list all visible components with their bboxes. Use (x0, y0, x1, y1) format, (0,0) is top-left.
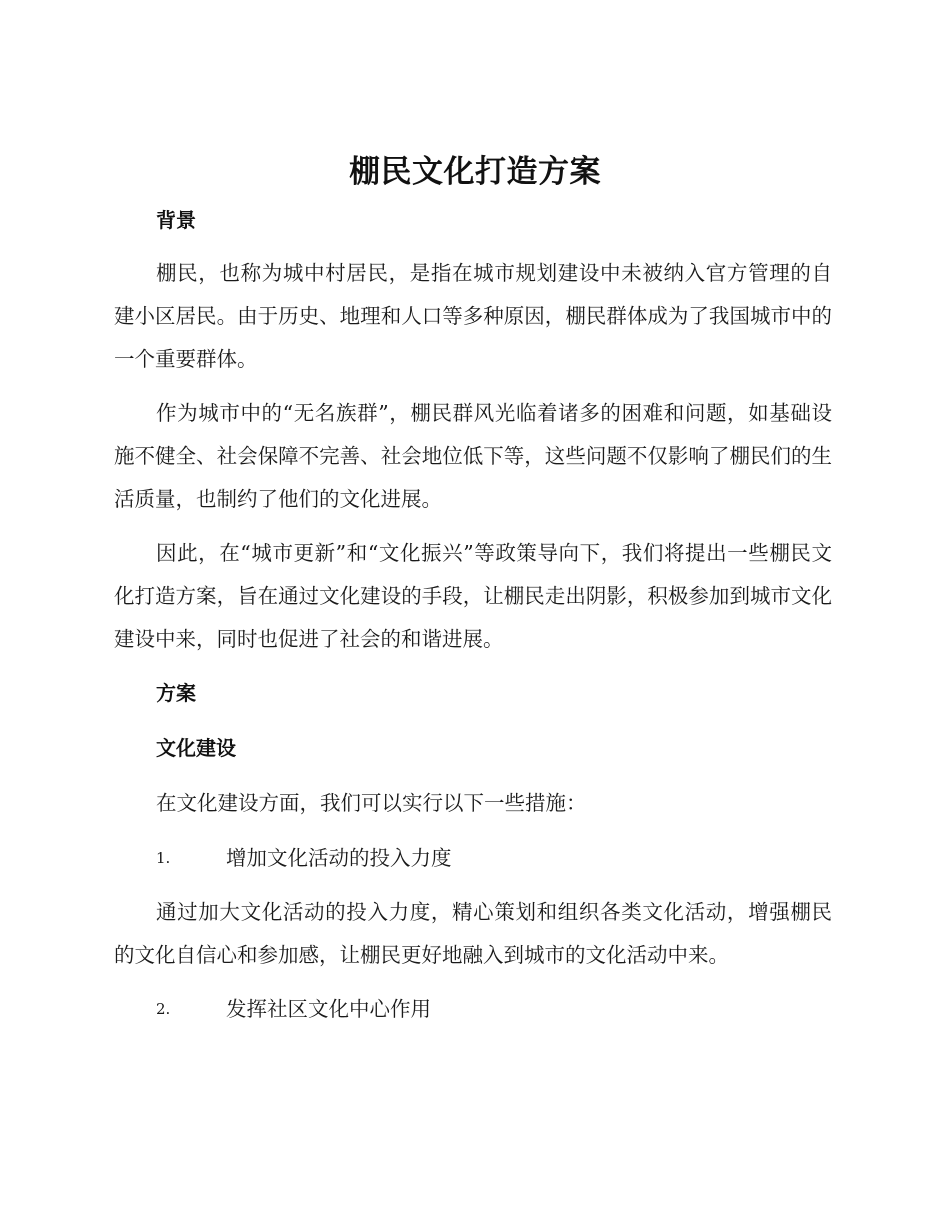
list-item-1 (156, 843, 452, 873)
paragraph-background-2: 作为城市中的“无名族群”，棚民群风光临着诸多的困难和问题，如基础设施不健全、社会保障不完善、社会地位低下等，这些问题不仅影响了棚民们的生活质量，也制约了他们的文化进展。 (114, 401, 832, 511)
heading-plan: 方案 (156, 681, 196, 705)
list-number: 2. (156, 1000, 171, 1018)
list-label: 发挥社区文化中心作用 (226, 997, 431, 1021)
heading-culture: 文化建设 (156, 736, 236, 760)
heading-background: 背景 (156, 208, 196, 232)
list-item-2 (156, 994, 431, 1024)
document-title: 棚民文化打造方案 (349, 154, 601, 190)
paragraph-background-1: 棚民，也称为城中村居民，是指在城市规划建设中未被纳入官方管理的自建小区居民。由于历史、地理和人口等多种原因，棚民群体成为了我国城市中的一个重要群体。 (114, 261, 832, 371)
culture-intro-text: 在文化建设方面，我们可以实行以下一些措施： (156, 791, 587, 815)
list-label: 增加文化活动的投入力度 (226, 846, 452, 870)
paragraph-background-3: 因此，在“城市更新”和“文化振兴”等政策导向下，我们将提出一些棚民文化打造方案，旨在通过文化建设的手段，让棚民走出阴影，积极参加到城市文化建设中来，同时也促进了社会的和谐进展。 (114, 541, 832, 651)
list-number: 1. (156, 849, 171, 867)
paragraph-item-1-description: 通过加大文化活动的投入力度，精心策划和组织各类文化活动，增强棚民的文化自信心和参加感，让棚民更好地融入到城市的文化活动中来。 (114, 900, 832, 967)
